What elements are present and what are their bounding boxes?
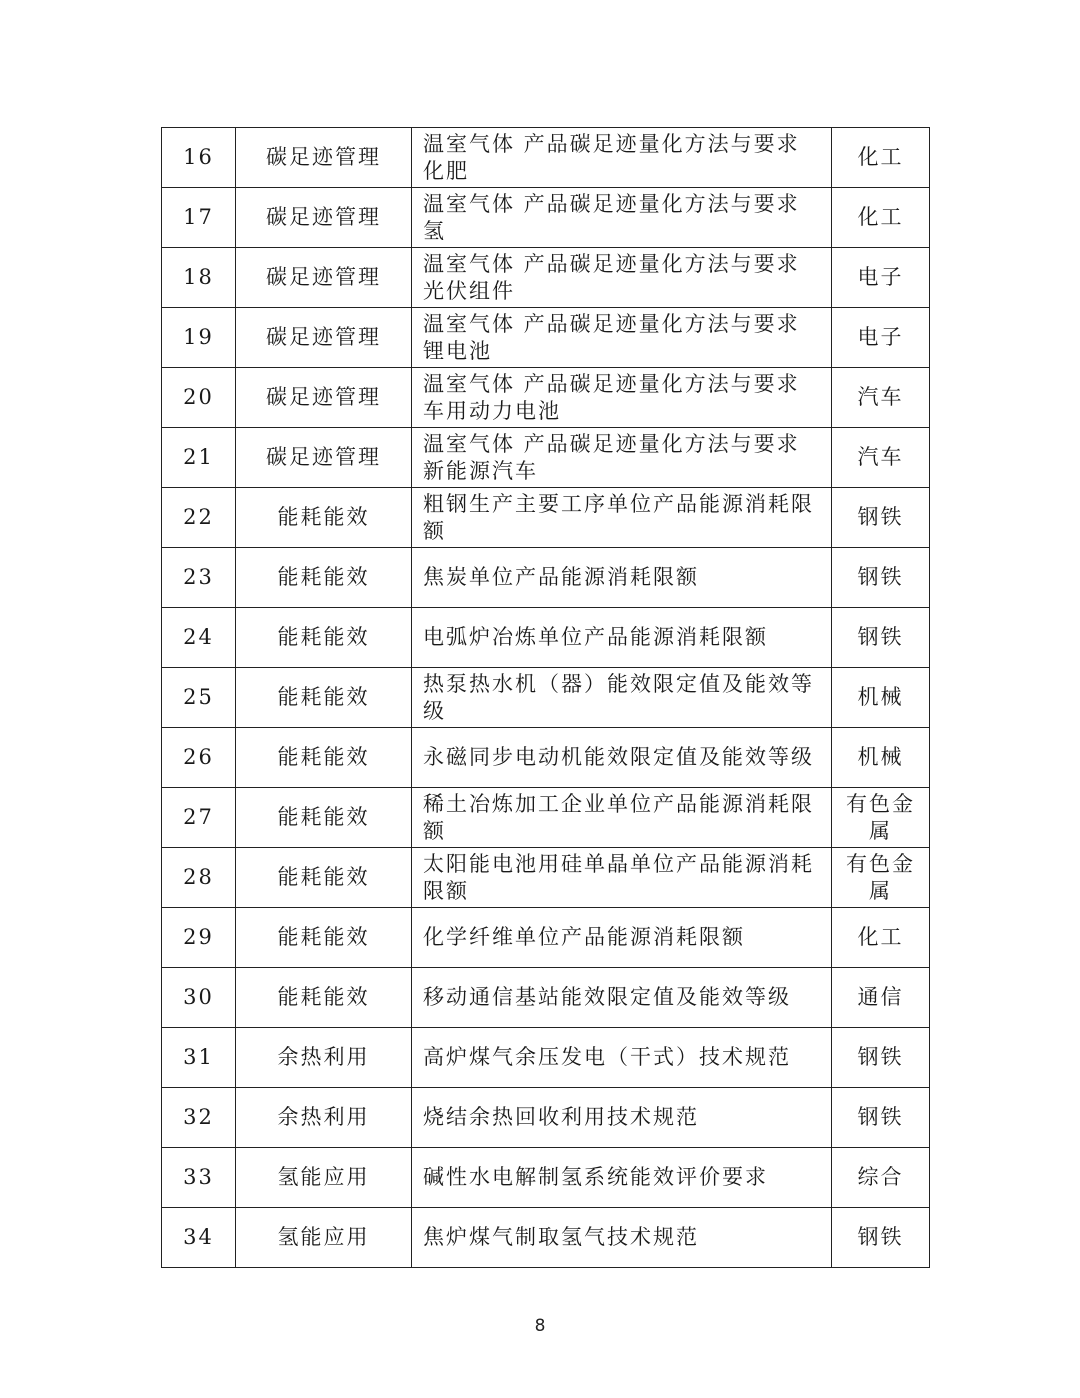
category-cell: 能耗能效 [236,668,412,728]
row-number-cell: 33 [162,1148,236,1208]
industry-cell: 通信 [832,968,930,1028]
table-row [162,1028,930,1088]
standard-name-cell: 化学纤维单位产品能源消耗限额 [412,908,832,968]
category-cell: 碳足迹管理 [236,188,412,248]
standard-name-cell: 移动通信基站能效限定值及能效等级 [412,968,832,1028]
row-number-cell: 23 [162,548,236,608]
row-number-cell: 27 [162,788,236,848]
table-row [162,188,930,248]
standard-name-cell: 电弧炉冶炼单位产品能源消耗限额 [412,608,832,668]
table-row [162,368,930,428]
row-number-cell: 29 [162,908,236,968]
industry-cell: 有色金属 [832,848,930,908]
standard-name-cell: 高炉煤气余压发电（干式）技术规范 [412,1028,832,1088]
table-row [162,668,930,728]
row-number-cell: 16 [162,128,236,188]
standard-name-cell: 碱性水电解制氢系统能效评价要求 [412,1148,832,1208]
standard-name-cell: 焦炭单位产品能源消耗限额 [412,548,832,608]
row-number-cell: 30 [162,968,236,1028]
category-cell: 能耗能效 [236,848,412,908]
row-number-cell: 26 [162,728,236,788]
page-number: 8 [534,1316,546,1336]
industry-cell: 化工 [832,188,930,248]
industry-cell: 钢铁 [832,548,930,608]
industry-cell: 机械 [832,668,930,728]
industry-cell: 钢铁 [832,1028,930,1088]
standards-table [161,127,930,1268]
table-row [162,968,930,1028]
standard-name-cell: 太阳能电池用硅单晶单位产品能源消耗限额 [412,848,832,908]
industry-cell: 汽车 [832,368,930,428]
category-cell: 能耗能效 [236,908,412,968]
category-cell: 氢能应用 [236,1148,412,1208]
standard-name-cell: 烧结余热回收利用技术规范 [412,1088,832,1148]
table-row [162,428,930,488]
row-number-cell: 31 [162,1028,236,1088]
table-row [162,1208,930,1268]
row-number-cell: 20 [162,368,236,428]
category-cell: 碳足迹管理 [236,428,412,488]
category-cell: 能耗能效 [236,788,412,848]
table-row [162,248,930,308]
industry-cell: 钢铁 [832,1208,930,1268]
standard-name-cell: 温室气体 产品碳足迹量化方法与要求 锂电池 [412,308,832,368]
category-cell: 能耗能效 [236,608,412,668]
industry-cell: 综合 [832,1148,930,1208]
category-cell: 余热利用 [236,1028,412,1088]
category-cell: 碳足迹管理 [236,308,412,368]
category-cell: 能耗能效 [236,548,412,608]
row-number-cell: 28 [162,848,236,908]
table-row [162,548,930,608]
table-row [162,488,930,548]
standard-name-cell: 温室气体 产品碳足迹量化方法与要求 化肥 [412,128,832,188]
industry-cell: 钢铁 [832,1088,930,1148]
industry-cell: 化工 [832,908,930,968]
standard-name-cell: 永磁同步电动机能效限定值及能效等级 [412,728,832,788]
standard-name-cell: 温室气体 产品碳足迹量化方法与要求 氢 [412,188,832,248]
row-number-cell: 18 [162,248,236,308]
row-number-cell: 21 [162,428,236,488]
table-row [162,848,930,908]
row-number-cell: 22 [162,488,236,548]
table-row [162,308,930,368]
standard-name-cell: 粗钢生产主要工序单位产品能源消耗限额 [412,488,832,548]
standard-name-cell: 稀土冶炼加工企业单位产品能源消耗限额 [412,788,832,848]
standards-table-body [162,128,930,1268]
table-row [162,728,930,788]
table-row [162,908,930,968]
table-row [162,788,930,848]
row-number-cell: 34 [162,1208,236,1268]
category-cell: 氢能应用 [236,1208,412,1268]
industry-cell: 电子 [832,248,930,308]
row-number-cell: 24 [162,608,236,668]
category-cell: 能耗能效 [236,728,412,788]
row-number-cell: 19 [162,308,236,368]
table-row [162,1148,930,1208]
standard-name-cell: 热泵热水机（器）能效限定值及能效等级 [412,668,832,728]
industry-cell: 钢铁 [832,608,930,668]
category-cell: 碳足迹管理 [236,128,412,188]
standard-name-cell: 温室气体 产品碳足迹量化方法与要求 光伏组件 [412,248,832,308]
standard-name-cell: 温室气体 产品碳足迹量化方法与要求 车用动力电池 [412,368,832,428]
category-cell: 碳足迹管理 [236,368,412,428]
industry-cell: 钢铁 [832,488,930,548]
standard-name-cell: 温室气体 产品碳足迹量化方法与要求 新能源汽车 [412,428,832,488]
row-number-cell: 32 [162,1088,236,1148]
category-cell: 能耗能效 [236,968,412,1028]
row-number-cell: 17 [162,188,236,248]
industry-cell: 电子 [832,308,930,368]
table-row [162,128,930,188]
industry-cell: 汽车 [832,428,930,488]
category-cell: 余热利用 [236,1088,412,1148]
row-number-cell: 25 [162,668,236,728]
table-row [162,1088,930,1148]
table-row [162,608,930,668]
category-cell: 碳足迹管理 [236,248,412,308]
category-cell: 能耗能效 [236,488,412,548]
industry-cell: 机械 [832,728,930,788]
industry-cell: 有色金属 [832,788,930,848]
industry-cell: 化工 [832,128,930,188]
standard-name-cell: 焦炉煤气制取氢气技术规范 [412,1208,832,1268]
